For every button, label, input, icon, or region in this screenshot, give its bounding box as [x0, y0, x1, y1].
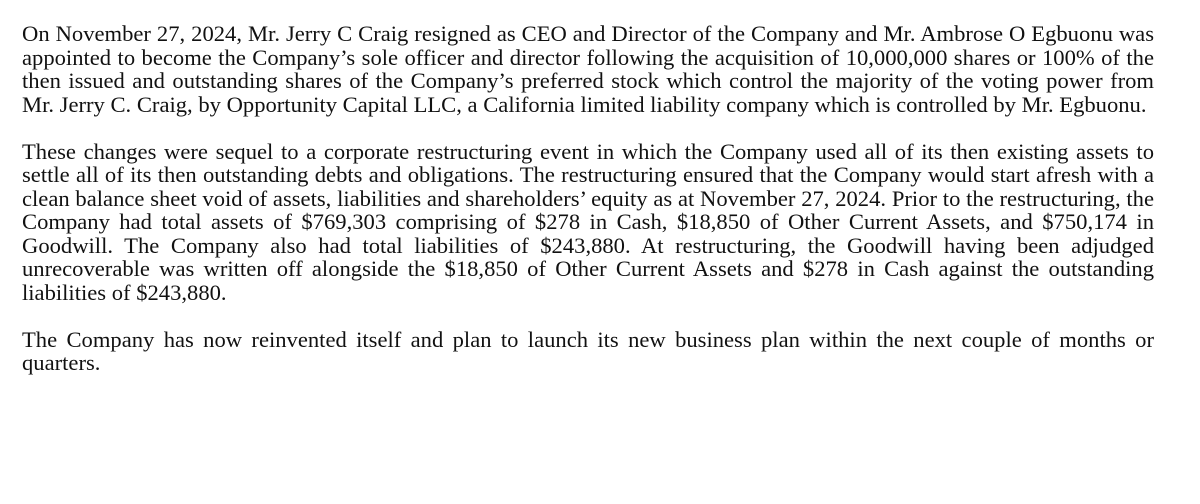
document-body [22, 22, 1154, 375]
paragraph-business-plan: The Company has now reinvented itself and plan to launch its new business plan within the next couple of months or quarters. [22, 326, 1154, 375]
paragraph-restructuring: These changes were sequel to a corporate restructuring event in which the Company used all of its then existing assets to settle all of its then outstanding debts and obligations. The restructuring ensured that the Company would start afresh with a clean balance sheet void of assets, liabilities and shareholders’ equity as at November 27, 2024. Prior to the restructuring, the Company had total assets of $769,303 comprising of $278 in Cash, $18,850 of Other Current Assets, and $750,174 in Goodwill. The Company also had total liabilities of $243,880. At restructuring, the Goodwill having been adjudged unrecoverable was written off alongside the $18,850 of Other Current Assets and $278 in Cash against the outstanding liabilities of $243,880. [22, 138, 1154, 305]
paragraph-resignation: On November 27, 2024, Mr. Jerry C Craig resigned as CEO and Director of the Company and Mr. Ambrose O Egbuonu was appointed to become the Company’s sole officer and director following the acquisition of 10,000,000 shares or 100% of the then issued and outstanding shares of the Company’s preferred stock which control the majority of the voting power from Mr. Jerry C. Craig, by Opportunity Capital LLC, a California limited liability company which is controlled by Mr. Egbuonu. [22, 21, 1154, 117]
